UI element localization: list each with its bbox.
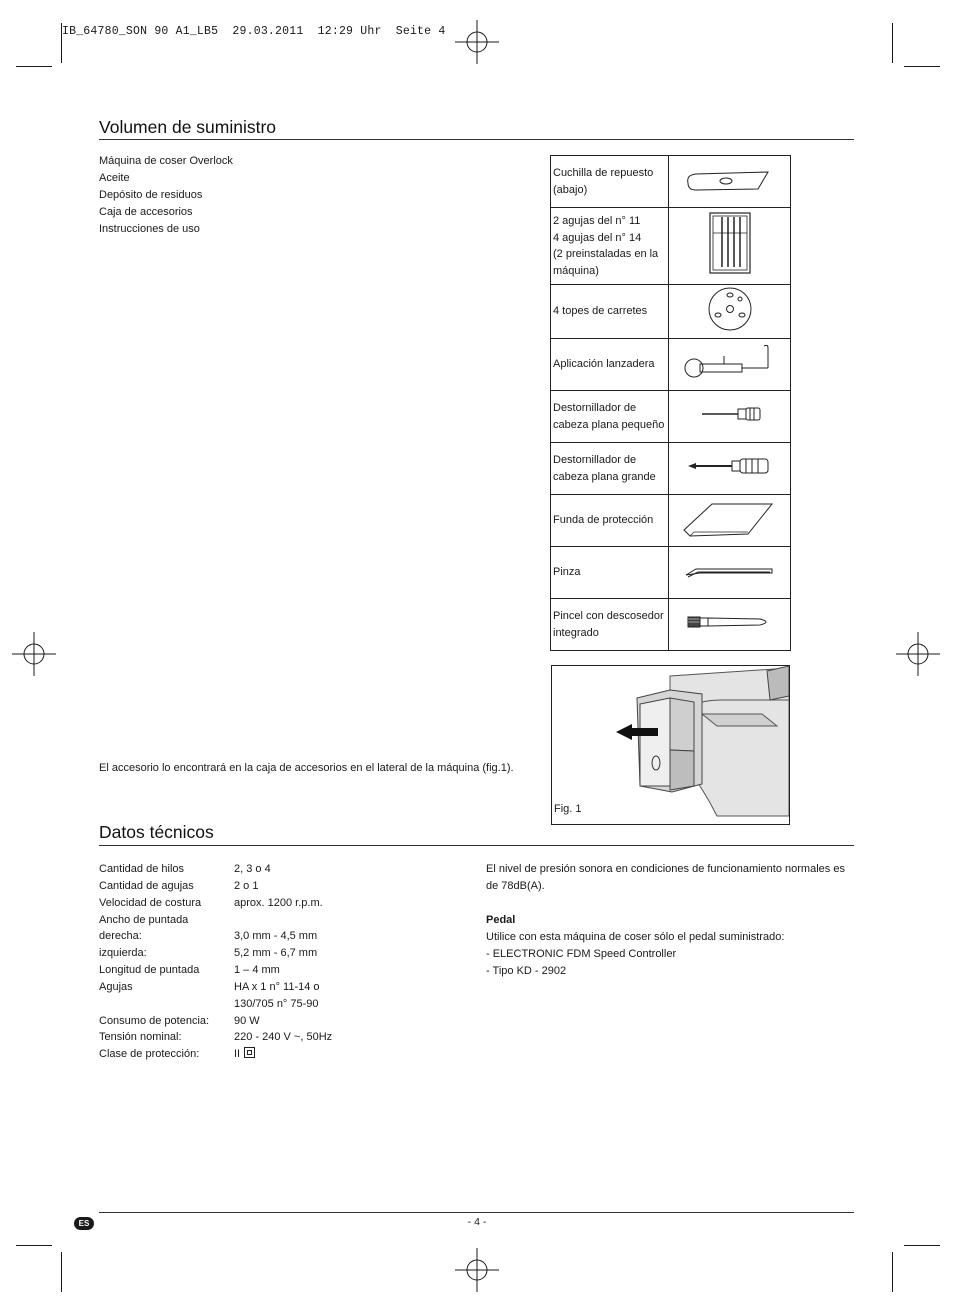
large-screwdriver-icon: [680, 451, 780, 481]
section-rule: [99, 845, 854, 846]
table-row: [551, 599, 791, 651]
print-header: IB_64780_SON 90 A1_LB5 29.03.2011 12:29 Uhr Seite 4: [62, 25, 446, 38]
technical-notes: [486, 861, 856, 980]
supply-list: [99, 153, 233, 238]
spec-value: 5,2 mm - 6,7 mm: [234, 947, 318, 959]
accessory-label: Aplicación lanzadera: [551, 339, 669, 391]
spec-value: HA x 1 n° 11-14 o: [234, 981, 320, 993]
spec-value: 220 - 240 V ~, 50Hz: [234, 1031, 333, 1043]
section-rule: [99, 139, 854, 140]
figure-caption: Fig. 1: [554, 803, 582, 815]
spec-value: 2, 3 o 4: [234, 863, 271, 875]
spec-key: Clase de protección:: [99, 1048, 200, 1060]
spec-key: Consumo de potencia:: [99, 1015, 210, 1027]
accessory-label: 4 topes de carretes: [551, 285, 669, 339]
accessory-label: Pincel con descosedor integrado: [551, 599, 669, 651]
accessory-label: Funda de protección: [551, 495, 669, 547]
list-item: - ELECTRONIC FDM Speed Controller: [486, 948, 677, 960]
list-item: Máquina de coser Overlock: [99, 155, 233, 167]
pedal-heading: Pedal: [486, 914, 516, 926]
dust-cover-icon: [680, 496, 780, 540]
list-item: Caja de accesorios: [99, 206, 193, 218]
accessory-label: Pinza: [551, 547, 669, 599]
needle-pack-icon: [700, 211, 760, 277]
spec-key: Velocidad de costura: [99, 897, 202, 909]
registration-mark-top: [455, 20, 501, 66]
registration-mark-bottom: [455, 1248, 501, 1294]
registration-mark-right: [896, 632, 942, 678]
noise-level-text: El nivel de presión sonora en condiciones de funcionamiento normales es de 78dB(A).: [486, 863, 845, 892]
looper-threader-icon: [680, 340, 780, 384]
spec-value: 2 o 1: [234, 880, 259, 892]
table-row: [551, 156, 791, 208]
spec-value: II: [234, 1048, 241, 1060]
small-screwdriver-icon: [680, 399, 780, 429]
pedal-text: Utilice con esta máquina de coser sólo el pedal suministrado:: [486, 931, 785, 943]
spec-key: Cantidad de hilos: [99, 863, 185, 875]
tweezers-icon: [680, 555, 780, 585]
spec-value: 3,0 mm - 4,5 mm: [234, 930, 318, 942]
list-item: Depósito de residuos: [99, 189, 203, 201]
list-item: - Tipo KD - 2902: [486, 965, 567, 977]
brush-seam-ripper-icon: [680, 607, 780, 637]
spec-value: aprox. 1200 r.p.m.: [234, 897, 323, 909]
spec-value: 90 W: [234, 1015, 260, 1027]
spec-key: derecha:: [99, 930, 142, 942]
page-number: - 4 -: [467, 1216, 487, 1228]
table-row: [551, 285, 791, 339]
machine-accessory-box-illustration: [552, 666, 789, 824]
spec-key: Agujas: [99, 981, 133, 993]
accessory-label: Destornillador de cabeza plana grande: [551, 443, 669, 495]
table-row: [551, 339, 791, 391]
spare-blade-icon: [680, 159, 780, 199]
protection-class-ii-icon: [244, 1047, 255, 1058]
table-row: [551, 391, 791, 443]
table-row: [551, 208, 791, 285]
spec-key: Cantidad de agujas: [99, 880, 194, 892]
list-item: Instrucciones de uso: [99, 223, 200, 235]
table-row: [551, 547, 791, 599]
figure-1: [551, 665, 790, 825]
table-row: [551, 495, 791, 547]
footer-rule: [99, 1212, 854, 1213]
spec-key: Longitud de puntada: [99, 964, 200, 976]
accessory-label: Cuchilla de repuesto (abajo): [551, 156, 669, 208]
language-badge: ES: [74, 1217, 94, 1230]
accessory-location-note: El accesorio lo encontrará en la caja de accesorios en el lateral de la máquina (fig.1).: [99, 762, 514, 774]
accessory-label: Destornillador de cabeza plana pequeño: [551, 391, 669, 443]
spec-key: Tensión nominal:: [99, 1031, 182, 1043]
accessory-label: 2 agujas del n° 11 4 agujas del n° 14 (2 preinstaladas en la máquina): [551, 208, 669, 285]
spec-key: Ancho de puntada: [99, 914, 189, 926]
spool-cap-icon: [700, 285, 760, 333]
list-item: Aceite: [99, 172, 130, 184]
spec-key: izquierda:: [99, 947, 147, 959]
section-title-supply: Volumen de suministro: [99, 117, 277, 137]
spec-value: 130/705 n° 75-90: [234, 998, 319, 1010]
registration-mark-left: [12, 632, 58, 678]
section-title-technical-data: Datos técnicos: [99, 822, 214, 842]
accessories-table: [550, 155, 791, 651]
table-row: [551, 443, 791, 495]
spec-value: 1 – 4 mm: [234, 964, 280, 976]
